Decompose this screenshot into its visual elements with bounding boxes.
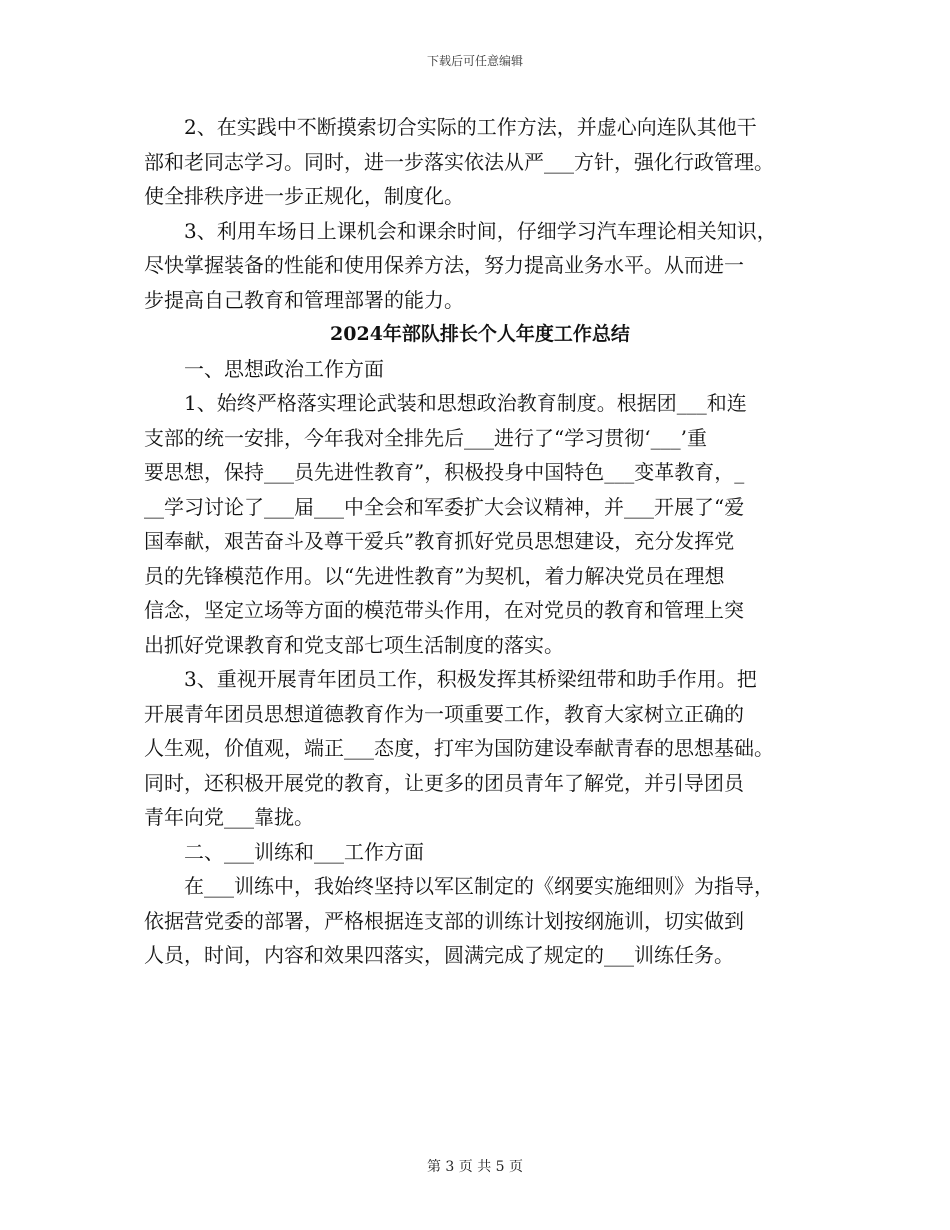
text-line: 出抓好党课教育和党支部七项生活制度的落实。 (144, 632, 564, 657)
paragraph-youth-league (144, 662, 816, 835)
text-line: 3、利用车场日上课机会和课余时间，仔细学习汽车理论相关知识， (144, 218, 777, 243)
paragraph-training (144, 869, 816, 973)
page-footer: 第 3 页 共 5 页 (426, 1159, 524, 1175)
page-header: 下载后可任意编辑 (426, 54, 523, 68)
text-line: 尽快掌握装备的性能和使用保养方法，努力提高业务水平。从而进一 (144, 253, 744, 277)
document-body (144, 110, 816, 973)
document-title: 2024年部队排长个人年度工作总结 (330, 323, 630, 345)
paragraph-practice-method (144, 110, 816, 214)
text-line: 在___训练中，我始终坚持以军区制定的《纲要实施细则》为指导， (144, 874, 774, 898)
text-line: 信念，坚定立场等方面的模范带头作用，在对党员的教育和管理上突 (144, 598, 744, 622)
text-line: 一、思想政治工作方面 (144, 356, 384, 381)
text-line: 使全排秩序进一步正规化，制度化。 (144, 184, 464, 208)
section-heading-ideology (144, 352, 816, 387)
text-line: __学习讨论了___届___中全会和军委扩大会议精神，并___开展了“爱 (144, 494, 745, 519)
text-line: 青年向党___靠拢。 (144, 805, 314, 829)
text-line: 部和老同志学习。同时，进一步落实依法从严___方针，强化行政管理。 (144, 149, 774, 174)
text-line: 要思想，保持___员先进性教育”，积极投身中国特色___变革教育，_ (144, 460, 745, 484)
text-line: 人生观，价值观，端正___态度，打牢为国防建设奉献青春的思想基础。 (144, 736, 774, 760)
text-line: 依据营党委的部署，严格根据连支部的训练计划按纲施训，切实做到 (144, 908, 744, 933)
paragraph-vehicle-study (144, 214, 816, 318)
text-line: 二、___训练和___工作方面 (144, 839, 424, 864)
paragraph-theory-education (144, 386, 816, 662)
text-line: 支部的统一安排，今年我对全排先后___进行了“学习贯彻‘___’重 (144, 425, 707, 450)
text-line: 开展青年团员思想道德教育作为一项重要工作，教育大家树立正确的 (144, 701, 744, 726)
section-heading-training (144, 835, 816, 870)
text-line: 同时，还积极开展党的教育，让更多的团员青年了解党，并引导团员 (144, 770, 744, 795)
text-line: 3、重视开展青年团员工作，积极发挥其桥梁纽带和助手作用。把 (144, 667, 757, 691)
text-line: 员的先锋模范作用。以“先进性教育”为契机，着力解决党员在理想 (144, 563, 725, 588)
text-line: 1、始终严格落实理论武装和思想政治教育制度。根据团___和连 (144, 391, 747, 415)
text-line: 人员，时间，内容和效果四落实，圆满完成了规定的___训练任务。 (144, 943, 734, 967)
text-line: 步提高自己教育和管理部署的能力。 (144, 287, 464, 312)
text-line: 国奉献，艰苦奋斗及尊干爱兵”教育抓好党员思想建设，充分发挥党 (144, 529, 735, 553)
text-line: 2、在实践中不断摸索切合实际的工作方法，并虚心向连队其他干 (144, 115, 757, 139)
